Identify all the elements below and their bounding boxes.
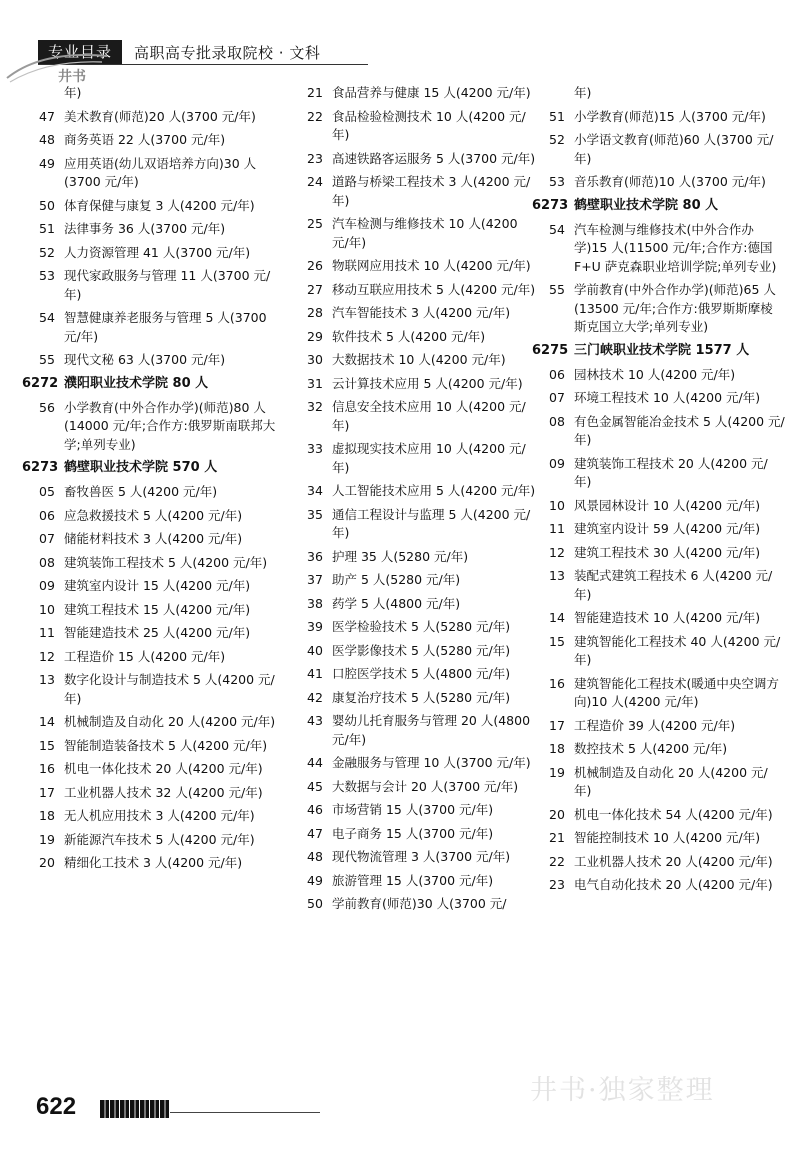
major-number: 14 bbox=[549, 610, 565, 625]
major-entry bbox=[540, 221, 785, 277]
major-entry bbox=[540, 413, 785, 450]
major-number: 16 bbox=[549, 675, 565, 691]
major-text: 工业机器人技术 32 人(4200 元/年) bbox=[64, 784, 263, 800]
major-text: 现代物流管理 3 人(3700 元/年) bbox=[332, 849, 511, 864]
major-entry bbox=[298, 351, 538, 370]
major-text: 大数据与会计 20 人(3700 元/年) bbox=[332, 778, 519, 794]
major-entry bbox=[30, 309, 280, 346]
major-number: 27 bbox=[307, 281, 323, 297]
major-number: 30 bbox=[307, 352, 323, 367]
page-subtitle: 高职高专批录取院校 · 文科 bbox=[134, 43, 321, 62]
major-text: 装配式建筑工程技术 6 人(4200 元/年) bbox=[574, 568, 773, 602]
major-text: 数字化设计与制造技术 5 人(4200 元/年) bbox=[64, 672, 275, 706]
major-text: 新能源汽车技术 5 人(4200 元/年) bbox=[64, 831, 255, 847]
major-entry bbox=[30, 84, 280, 103]
major-number: 48 bbox=[307, 849, 323, 864]
school-name: 鹤壁职业技术学院 570 人 bbox=[64, 460, 218, 475]
major-number: 54 bbox=[549, 221, 565, 237]
major-text: 医学影像技术 5 人(5280 元/年) bbox=[332, 642, 511, 658]
major-text: 应用英语(幼儿双语培养方向)30 人(3700 元/年) bbox=[64, 155, 257, 189]
major-text: 音乐教育(师范)10 人(3700 元/年) bbox=[574, 174, 766, 189]
major-entry bbox=[30, 854, 280, 873]
major-text: 汽车智能技术 3 人(4200 元/年) bbox=[332, 305, 511, 320]
school-heading bbox=[22, 459, 280, 477]
major-number: 44 bbox=[307, 755, 323, 770]
major-number: 25 bbox=[307, 216, 323, 231]
major-entry bbox=[30, 483, 280, 502]
major-text: 软件技术 5 人(4200 元/年) bbox=[332, 328, 486, 344]
major-entry bbox=[540, 717, 785, 736]
major-text: 人力资源管理 41 人(3700 元/年) bbox=[64, 244, 251, 260]
major-entry bbox=[540, 544, 785, 563]
major-number: 19 bbox=[549, 764, 565, 780]
major-text: 智能建造技术 25 人(4200 元/年) bbox=[64, 625, 251, 640]
major-number: 55 bbox=[549, 282, 565, 297]
major-entry bbox=[540, 853, 785, 872]
school-code: 6273 bbox=[22, 460, 59, 475]
major-entry bbox=[30, 737, 280, 756]
major-number: 17 bbox=[39, 784, 55, 800]
major-entry bbox=[30, 807, 280, 826]
major-text: 机电一体化技术 20 人(4200 元/年) bbox=[64, 761, 263, 776]
major-entry bbox=[540, 829, 785, 848]
major-number: 15 bbox=[39, 737, 55, 753]
major-number: 06 bbox=[549, 366, 565, 382]
major-text: 物联网应用技术 10 人(4200 元/年) bbox=[332, 258, 531, 273]
major-entry bbox=[540, 497, 785, 516]
major-text: 商务英语 22 人(3700 元/年) bbox=[64, 132, 226, 147]
page-number: 622 bbox=[36, 1093, 77, 1120]
major-text: 建筑室内设计 15 人(4200 元/年) bbox=[64, 578, 251, 593]
major-entry bbox=[298, 173, 538, 210]
major-entry bbox=[30, 831, 280, 850]
school-heading bbox=[22, 375, 280, 393]
major-number: 07 bbox=[549, 390, 565, 405]
major-number: 50 bbox=[39, 197, 55, 213]
major-number: 21 bbox=[307, 85, 323, 100]
major-entry bbox=[30, 267, 280, 304]
major-text: 电子商务 15 人(3700 元/年) bbox=[332, 825, 494, 841]
major-entry bbox=[30, 784, 280, 803]
school-code: 6272 bbox=[22, 375, 59, 391]
major-entry bbox=[540, 740, 785, 759]
major-number: 24 bbox=[307, 174, 323, 189]
major-number: 42 bbox=[307, 689, 323, 705]
major-text: 年) bbox=[574, 85, 592, 100]
major-text: 工程造价 39 人(4200 元/年) bbox=[574, 717, 736, 733]
major-number: 56 bbox=[39, 399, 55, 415]
major-entry bbox=[30, 671, 280, 708]
major-entry bbox=[298, 281, 538, 300]
major-number: 15 bbox=[549, 633, 565, 649]
major-text: 护理 35 人(5280 元/年) bbox=[332, 548, 469, 564]
major-text: 应急救援技术 5 人(4200 元/年) bbox=[64, 507, 243, 523]
major-text: 智慧健康养老服务与管理 5 人(3700 元/年) bbox=[64, 310, 267, 344]
major-entry bbox=[298, 548, 538, 567]
watermark: 井书·独家整理 bbox=[530, 1075, 715, 1106]
major-text: 小学教育(师范)15 人(3700 元/年) bbox=[574, 108, 766, 124]
major-text: 婴幼儿托育服务与管理 20 人(4800 元/年) bbox=[332, 713, 531, 747]
major-number: 55 bbox=[39, 352, 55, 367]
major-text: 电气自动化技术 20 人(4200 元/年) bbox=[574, 877, 773, 892]
major-entry bbox=[298, 665, 538, 684]
major-text: 云计算技术应用 5 人(4200 元/年) bbox=[332, 375, 523, 391]
major-number: 28 bbox=[307, 305, 323, 320]
major-entry bbox=[298, 895, 538, 914]
major-text: 汽车检测与维修技术 10 人(4200 元/年) bbox=[332, 216, 518, 250]
major-number: 45 bbox=[307, 778, 323, 794]
column-middle bbox=[298, 84, 538, 919]
major-entry bbox=[540, 675, 785, 712]
major-text: 风景园林设计 10 人(4200 元/年) bbox=[574, 497, 761, 513]
major-number: 05 bbox=[39, 484, 55, 499]
major-entry bbox=[540, 455, 785, 492]
column-left bbox=[22, 84, 280, 878]
major-number: 11 bbox=[549, 521, 565, 536]
major-entry bbox=[30, 760, 280, 779]
major-text: 美术教育(师范)20 人(3700 元/年) bbox=[64, 108, 256, 124]
major-number: 50 bbox=[307, 896, 323, 911]
major-entry bbox=[298, 257, 538, 276]
major-text: 智能控制技术 10 人(4200 元/年) bbox=[574, 830, 761, 845]
major-text: 人工智能技术应用 5 人(4200 元/年) bbox=[332, 483, 536, 498]
major-text: 药学 5 人(4800 元/年) bbox=[332, 595, 461, 611]
major-entry bbox=[540, 806, 785, 825]
major-entry bbox=[30, 220, 280, 239]
major-number: 21 bbox=[549, 830, 565, 845]
footer-rule bbox=[170, 1112, 320, 1113]
major-number: 08 bbox=[39, 554, 55, 570]
major-number: 17 bbox=[549, 717, 565, 733]
major-entry bbox=[298, 304, 538, 323]
major-entry bbox=[298, 872, 538, 891]
major-text: 机电一体化技术 54 人(4200 元/年) bbox=[574, 806, 773, 822]
major-entry bbox=[30, 155, 280, 192]
major-text: 建筑智能化工程技术 40 人(4200 元/年) bbox=[574, 633, 781, 667]
major-text: 现代文秘 63 人(3700 元/年) bbox=[64, 352, 226, 367]
major-entry bbox=[298, 375, 538, 394]
major-entry bbox=[540, 609, 785, 628]
major-entry bbox=[298, 754, 538, 773]
major-number: 14 bbox=[39, 714, 55, 729]
major-entry bbox=[298, 84, 538, 103]
major-number: 09 bbox=[39, 578, 55, 593]
major-number: 06 bbox=[39, 507, 55, 523]
major-number: 33 bbox=[307, 441, 323, 456]
major-text: 现代家政服务与管理 11 人(3700 元/年) bbox=[64, 268, 271, 302]
major-text: 法律事务 36 人(3700 元/年) bbox=[64, 221, 226, 236]
major-number: 13 bbox=[39, 672, 55, 687]
major-entry bbox=[298, 801, 538, 820]
major-number: 51 bbox=[39, 221, 55, 236]
major-entry bbox=[540, 876, 785, 895]
major-number: 49 bbox=[307, 872, 323, 888]
major-entry bbox=[540, 764, 785, 801]
major-number: 52 bbox=[549, 132, 565, 147]
swoosh-logo-icon bbox=[2, 48, 112, 88]
section-tag: 专业目录 bbox=[38, 40, 122, 64]
logo-text: 井书 bbox=[58, 69, 86, 85]
school-name: 三门峡职业技术学院 1577 人 bbox=[574, 342, 750, 358]
major-text: 机械制造及自动化 20 人(4200 元/年) bbox=[574, 764, 768, 798]
major-entry bbox=[298, 506, 538, 543]
major-entry bbox=[298, 848, 538, 867]
major-text: 工程造价 15 人(4200 元/年) bbox=[64, 648, 226, 664]
major-entry bbox=[298, 440, 538, 477]
major-number: 52 bbox=[39, 244, 55, 260]
major-text: 小学教育(中外合作办学)(师范)80 人(14000 元/年;合作方:俄罗斯南联邦大学;单列专业) bbox=[64, 399, 276, 452]
major-entry bbox=[30, 507, 280, 526]
major-number: 31 bbox=[307, 375, 323, 391]
major-text: 学前教育(师范)30 人(3700 元/ bbox=[332, 896, 507, 911]
major-number: 35 bbox=[307, 506, 323, 522]
column-right bbox=[532, 84, 785, 900]
major-number: 11 bbox=[39, 625, 55, 640]
major-text: 道路与桥梁工程技术 3 人(4200 元/年) bbox=[332, 174, 531, 208]
major-number: 41 bbox=[307, 666, 323, 681]
major-number: 22 bbox=[549, 853, 565, 869]
major-entry bbox=[30, 131, 280, 150]
major-text: 机械制造及自动化 20 人(4200 元/年) bbox=[64, 714, 276, 729]
major-text: 助产 5 人(5280 元/年) bbox=[332, 572, 461, 587]
major-number: 29 bbox=[307, 328, 323, 344]
major-number: 18 bbox=[549, 741, 565, 756]
major-text: 移动互联应用技术 5 人(4200 元/年) bbox=[332, 281, 536, 297]
major-text: 食品检验检测技术 10 人(4200 元/年) bbox=[332, 108, 526, 142]
major-number: 53 bbox=[549, 174, 565, 189]
major-text: 建筑工程技术 15 人(4200 元/年) bbox=[64, 601, 251, 617]
major-number: 51 bbox=[549, 108, 565, 124]
major-entry bbox=[30, 197, 280, 216]
major-number: 32 bbox=[307, 399, 323, 414]
major-number: 23 bbox=[549, 877, 565, 892]
school-code: 6273 bbox=[532, 197, 569, 213]
major-number: 40 bbox=[307, 642, 323, 658]
school-heading bbox=[532, 197, 785, 215]
school-name: 鹤壁职业技术学院 80 人 bbox=[574, 197, 719, 213]
major-text: 建筑智能化工程技术(暖通中央空调方向)10 人(4200 元/年) bbox=[574, 675, 779, 709]
major-number: 46 bbox=[307, 802, 323, 817]
major-text: 智能建造技术 10 人(4200 元/年) bbox=[574, 610, 761, 625]
major-text: 园林技术 10 人(4200 元/年) bbox=[574, 366, 736, 382]
major-entry bbox=[298, 328, 538, 347]
major-number: 20 bbox=[39, 855, 55, 870]
decorative-barcode-icon bbox=[100, 1100, 170, 1118]
major-number: 39 bbox=[307, 619, 323, 634]
major-text: 年) bbox=[64, 85, 82, 100]
major-entry bbox=[540, 389, 785, 408]
school-name: 濮阳职业技术学院 80 人 bbox=[64, 375, 209, 391]
major-entry bbox=[540, 366, 785, 385]
major-number: 49 bbox=[39, 155, 55, 171]
major-entry bbox=[298, 215, 538, 252]
major-text: 有色金属智能冶金技术 5 人(4200 元/年) bbox=[574, 413, 785, 447]
major-entry bbox=[30, 601, 280, 620]
major-text: 信息安全技术应用 10 人(4200 元/年) bbox=[332, 399, 526, 433]
major-text: 建筑装饰工程技术 20 人(4200 元/年) bbox=[574, 455, 768, 489]
major-entry bbox=[30, 554, 280, 573]
major-entry bbox=[298, 825, 538, 844]
major-entry bbox=[30, 624, 280, 643]
major-number: 22 bbox=[307, 108, 323, 124]
major-text: 畜牧兽医 5 人(4200 元/年) bbox=[64, 484, 218, 499]
major-text: 建筑室内设计 59 人(4200 元/年) bbox=[574, 521, 761, 536]
major-text: 金融服务与管理 10 人(3700 元/年) bbox=[332, 755, 531, 770]
major-number: 47 bbox=[307, 825, 323, 841]
major-number: 16 bbox=[39, 761, 55, 776]
major-entry bbox=[540, 108, 785, 127]
major-number: 12 bbox=[39, 648, 55, 664]
major-text: 市场营销 15 人(3700 元/年) bbox=[332, 802, 494, 817]
major-number: 12 bbox=[549, 544, 565, 560]
major-number: 20 bbox=[549, 806, 565, 822]
major-number: 54 bbox=[39, 310, 55, 325]
major-text: 建筑工程技术 30 人(4200 元/年) bbox=[574, 544, 761, 560]
major-text: 智能制造装备技术 5 人(4200 元/年) bbox=[64, 737, 268, 753]
major-number: 09 bbox=[549, 455, 565, 471]
major-text: 高速铁路客运服务 5 人(3700 元/年) bbox=[332, 150, 536, 166]
major-number: 36 bbox=[307, 548, 323, 564]
major-entry bbox=[30, 244, 280, 263]
major-number: 48 bbox=[39, 132, 55, 147]
major-text: 无人机应用技术 3 人(4200 元/年) bbox=[64, 808, 255, 823]
major-text: 体育保健与康复 3 人(4200 元/年) bbox=[64, 197, 255, 213]
major-number: 18 bbox=[39, 808, 55, 823]
major-text: 数控技术 5 人(4200 元/年) bbox=[574, 741, 728, 756]
major-text: 学前教育(中外合作办学)(师范)65 人(13500 元/年;合作方:俄罗斯斯摩棱斯克国立大学;单列专业) bbox=[574, 282, 776, 334]
major-entry bbox=[298, 712, 538, 749]
major-entry bbox=[30, 648, 280, 667]
major-entry bbox=[298, 482, 538, 501]
major-text: 医学检验技术 5 人(5280 元/年) bbox=[332, 619, 511, 634]
major-entry bbox=[540, 84, 785, 103]
major-text: 通信工程设计与监理 5 人(4200 元/年) bbox=[332, 506, 531, 540]
major-entry bbox=[540, 131, 785, 168]
school-code: 6275 bbox=[532, 342, 569, 358]
major-text: 旅游管理 15 人(3700 元/年) bbox=[332, 872, 494, 888]
major-number: 07 bbox=[39, 531, 55, 546]
major-number: 38 bbox=[307, 595, 323, 611]
major-number: 47 bbox=[39, 108, 55, 124]
major-entry bbox=[30, 399, 280, 455]
major-entry bbox=[30, 530, 280, 549]
major-text: 口腔医学技术 5 人(4800 元/年) bbox=[332, 666, 511, 681]
major-text: 储能材料技术 3 人(4200 元/年) bbox=[64, 531, 243, 546]
major-text: 康复治疗技术 5 人(5280 元/年) bbox=[332, 689, 511, 705]
major-entry bbox=[298, 108, 538, 145]
major-entry bbox=[30, 577, 280, 596]
major-entry bbox=[298, 642, 538, 661]
major-entry bbox=[540, 173, 785, 192]
major-text: 环境工程技术 10 人(4200 元/年) bbox=[574, 390, 761, 405]
major-number: 10 bbox=[549, 497, 565, 513]
major-text: 食品营养与健康 15 人(4200 元/年) bbox=[332, 85, 531, 100]
major-number: 13 bbox=[549, 568, 565, 583]
major-number: 23 bbox=[307, 150, 323, 166]
major-text: 大数据技术 10 人(4200 元/年) bbox=[332, 352, 506, 367]
major-entry bbox=[30, 351, 280, 370]
major-text: 建筑装饰工程技术 5 人(4200 元/年) bbox=[64, 554, 268, 570]
major-number: 10 bbox=[39, 601, 55, 617]
major-text: 汽车检测与维修技术(中外合作办学)15 人(11500 元/年;合作方:德国 F+U 萨克森职业培训学院;单列专业) bbox=[574, 221, 777, 274]
major-number: 43 bbox=[307, 713, 323, 728]
major-number: 53 bbox=[39, 268, 55, 283]
major-entry bbox=[298, 398, 538, 435]
major-entry bbox=[298, 150, 538, 169]
major-entry bbox=[540, 520, 785, 539]
major-text: 工业机器人技术 20 人(4200 元/年) bbox=[574, 853, 773, 869]
major-entry bbox=[298, 689, 538, 708]
major-entry bbox=[540, 633, 785, 670]
major-entry bbox=[30, 108, 280, 127]
major-number: 37 bbox=[307, 572, 323, 587]
major-text: 精细化工技术 3 人(4200 元/年) bbox=[64, 855, 243, 870]
major-entry bbox=[298, 571, 538, 590]
major-number: 34 bbox=[307, 483, 323, 498]
school-heading bbox=[532, 342, 785, 360]
major-entry bbox=[298, 618, 538, 637]
major-number: 19 bbox=[39, 831, 55, 847]
major-number: 08 bbox=[549, 413, 565, 429]
major-entry bbox=[298, 595, 538, 614]
major-entry bbox=[540, 567, 785, 604]
major-entry bbox=[540, 281, 785, 337]
major-entry bbox=[298, 778, 538, 797]
major-number: 26 bbox=[307, 258, 323, 273]
major-text: 小学语文教育(师范)60 人(3700 元/年) bbox=[574, 132, 774, 166]
major-entry bbox=[30, 713, 280, 732]
major-text: 虚拟现实技术应用 10 人(4200 元/年) bbox=[332, 441, 526, 475]
